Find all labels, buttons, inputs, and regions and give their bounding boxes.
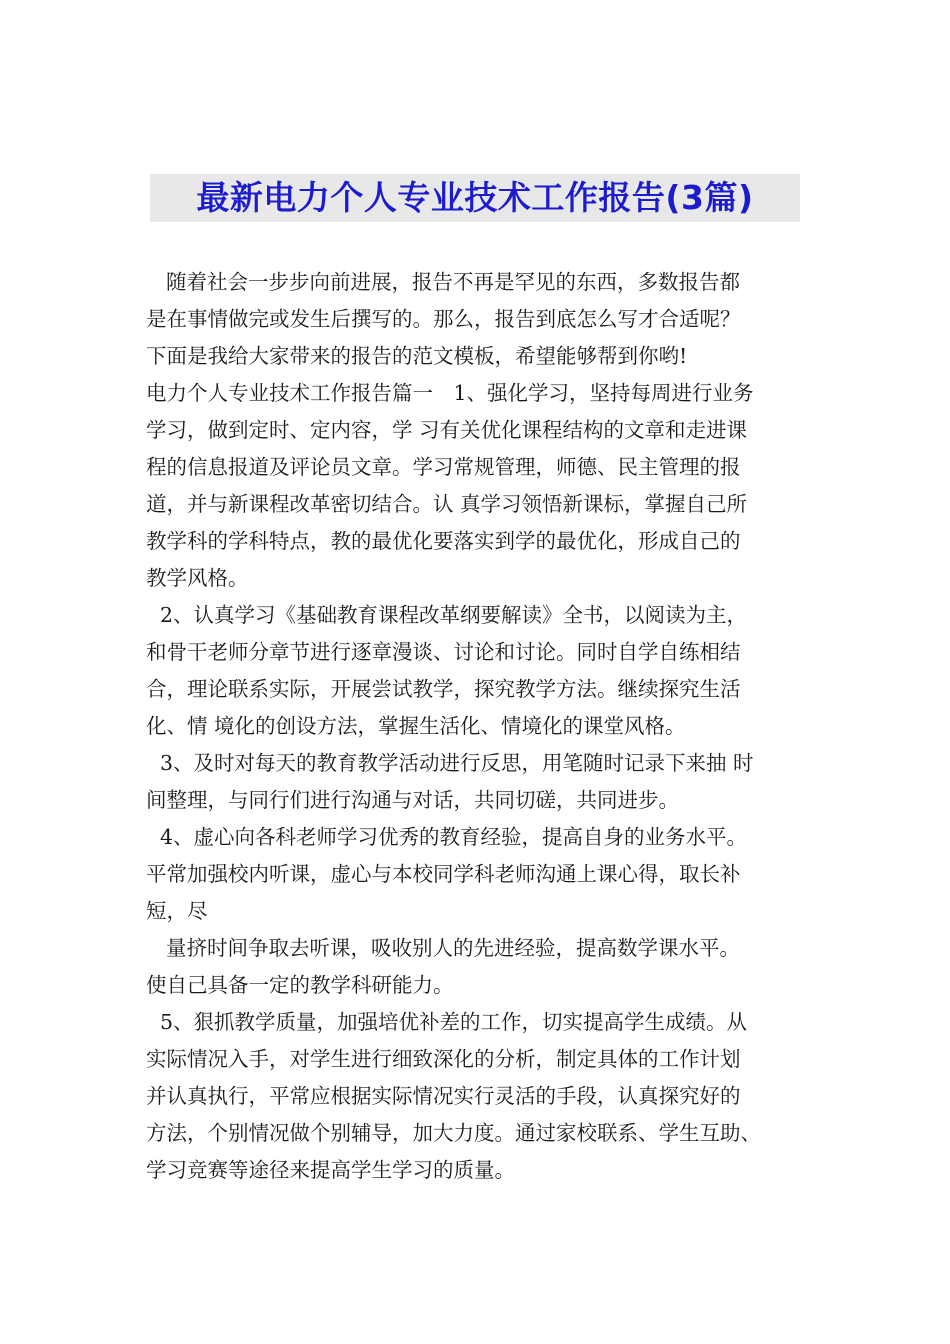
text-line: 化、情 境化的创设方法，掌握生活化、情境化的课堂风格。 (146, 714, 686, 738)
text-line: 随着社会一步步向前进展，报告不再是罕见的东西，多数报告都 (166, 270, 740, 294)
document-body (146, 264, 836, 1189)
text-line: 和骨干老师分章节进行逐章漫谈、讨论和讨论。同时自学自练相结 (146, 640, 741, 664)
text-line: 道，并与新课程改革密切结合。认 真学习领悟新课标，掌握自己所 (146, 492, 748, 516)
text-line: 2、认真学习《基础教育课程改革纲要解读》全书，以阅读为主， (160, 603, 748, 627)
text-line: 教学科的学科特点，教的最优化要落实到学的最优化，形成自己的 (146, 529, 741, 553)
text-line: 间整理，与同行们进行沟通与对话，共同切磋，共同进步。 (146, 788, 679, 812)
text-line: 下面是我给大家带来的报告的范文模板，希望能够帮到你哟! (146, 344, 688, 368)
text-line: 平常加强校内听课，虚心与本校同学科老师沟通上课心得，取长补 (146, 862, 741, 886)
text-line: 实际情况入手，对学生进行细致深化的分析，制定具体的工作计划 (146, 1047, 741, 1071)
text-line: 学习，做到定时、定内容，学 习有关优化课程结构的文章和走进课 (146, 418, 748, 442)
text-line: 合，理论联系实际，开展尝试教学，探究教学方法。继续探究生活 (146, 677, 741, 701)
text-line: 学习竞赛等途径来提高学生学习的质量。 (146, 1158, 515, 1182)
text-line: 电力个人专业技术工作报告篇一 1、强化学习，坚持每周进行业务 (146, 381, 754, 405)
text-line: 是在事情做完或发生后撰写的。那么，报告到底怎么写才合适呢？ (146, 307, 741, 331)
text-line: 教学风格。 (146, 566, 249, 590)
text-line: 量挤时间争取去听课，吸收别人的先进经验，提高数学课水平。 (166, 936, 740, 960)
text-line: 并认真执行，平常应根据实际情况实行灵活的手段，认真探究好的 (146, 1084, 741, 1108)
text-line: 3、及时对每天的教育教学活动进行反思，用笔随时记录下来抽 时 (160, 751, 754, 775)
text-line: 5、狠抓教学质量，加强培优补差的工作，切实提高学生成绩。从 (160, 1010, 748, 1034)
text-line: 使自己具备一定的教学科研能力。 (146, 973, 454, 997)
text-line: 方法，个别情况做个别辅导，加大力度。通过家校联系、学生互助、 (146, 1121, 761, 1145)
text-line: 短，尽 (146, 899, 208, 923)
text-line: 4、虚心向各科老师学习优秀的教育经验，提高自身的业务水平。 (160, 825, 748, 849)
text-line: 程的信息报道及评论员文章。学习常规管理，师德、民主管理的报 (146, 455, 741, 479)
document-title: 最新电力个人专业技术工作报告(3篇) (150, 174, 800, 222)
